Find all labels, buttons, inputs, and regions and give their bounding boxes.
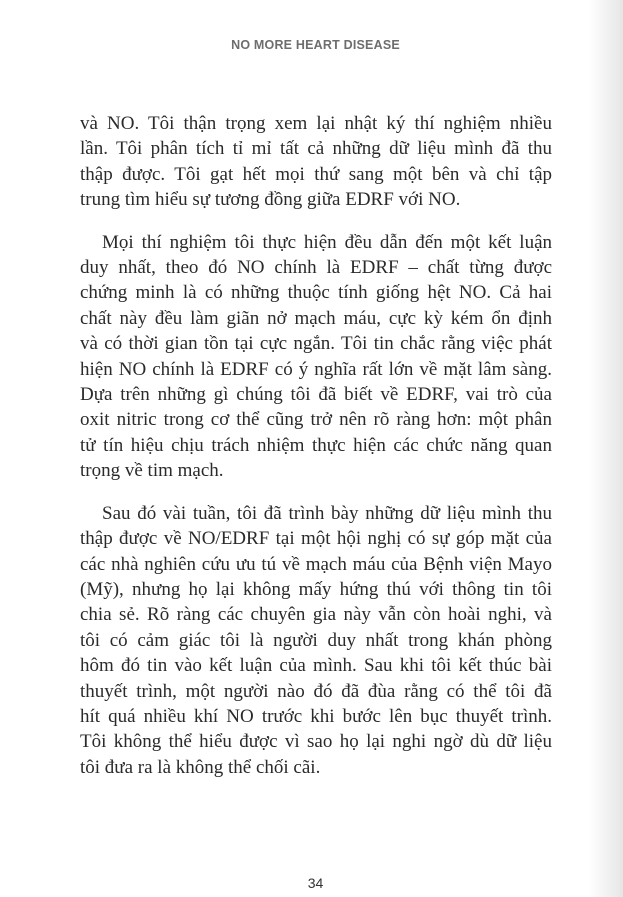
text-line: Mọi thí nghiệm tôi thực hiện đều dẫn đến một kết luận xyxy=(102,231,552,253)
text-line: (Mỹ), nhưng họ lại không mấy hứng thú với thông tin tôi xyxy=(80,578,552,600)
text-line: chứng minh là có những thuộc tính giống hệt NO. Cả hai xyxy=(80,282,552,304)
text-line: tôi đưa ra là không thể chối cãi. xyxy=(80,756,321,778)
page-number: 34 xyxy=(307,875,324,891)
text-line: chia sẻ. Rõ ràng các chuyên gia này vẫn còn hoài nghi, và xyxy=(80,604,552,626)
paragraph-3 xyxy=(80,501,552,780)
text-line: và NO. Tôi thận trọng xem lại nhật ký thí nghiệm nhiều xyxy=(80,113,552,134)
text-line: duy nhất, theo đó NO chính là EDRF – chất từng được xyxy=(80,257,552,279)
text-line: lần. Tôi phân tích tỉ mỉ tất cả những dữ liệu mình đã thu xyxy=(80,138,552,160)
text-line: thập được. Tôi gạt hết mọi thứ sang một bên và chỉ tập xyxy=(80,163,552,185)
text-line: và có thời gian tồn tại cực ngắn. Tôi tin chắc rằng việc phát xyxy=(80,333,552,355)
text-line: hít quá nhiều khí NO trước khi bước lên bục thuyết trình. xyxy=(80,705,552,727)
text-line: tôi có cảm giác tôi là người duy nhất trong khán phòng xyxy=(80,629,552,651)
paragraph-2 xyxy=(80,230,552,484)
text-line: trọng về tim mạch. xyxy=(80,460,224,482)
body-text xyxy=(80,111,552,797)
page-edge-shadow xyxy=(589,0,623,897)
text-line: trung tìm hiểu sự tương đồng giữa EDRF với NO. xyxy=(80,189,461,211)
text-line: oxit nitric trong cơ thể cũng trở nên rõ ràng hơn: một phân xyxy=(80,409,552,431)
text-line: hôm đó tin vào kết luận của mình. Sau khi tôi kết thúc bài xyxy=(80,655,552,677)
paragraph-1 xyxy=(80,111,552,213)
text-line: hiện NO chính là EDRF có ý nghĩa rất lớn về mặt lâm sàng. xyxy=(80,358,552,380)
text-line: tử tín hiệu chịu trách nhiệm thực hiện các chức năng quan xyxy=(80,434,552,456)
text-line: Sau đó vài tuần, tôi đã trình bày những dữ liệu mình thu xyxy=(102,502,552,524)
text-line: thập được về NO/EDRF tại một hội nghị có sự góp mặt của xyxy=(80,528,552,550)
text-line: thuyết trình, một người nào đó đã đùa rằng có thể tôi đã xyxy=(80,680,552,702)
text-line: Tôi không thể hiểu được vì sao họ lại nghi ngờ dù dữ liệu xyxy=(80,731,552,753)
text-line: chất này đều làm giãn nở mạch máu, cực kỳ kém ổn định xyxy=(80,307,552,329)
running-head: NO MORE HEART DISEASE xyxy=(231,38,400,52)
text-line: các nhà nghiên cứu ưu tú về mạch máu của Bệnh viện Mayo xyxy=(80,553,552,575)
text-line: Dựa trên những gì chúng tôi đã biết về EDRF, vai trò của xyxy=(80,384,552,406)
